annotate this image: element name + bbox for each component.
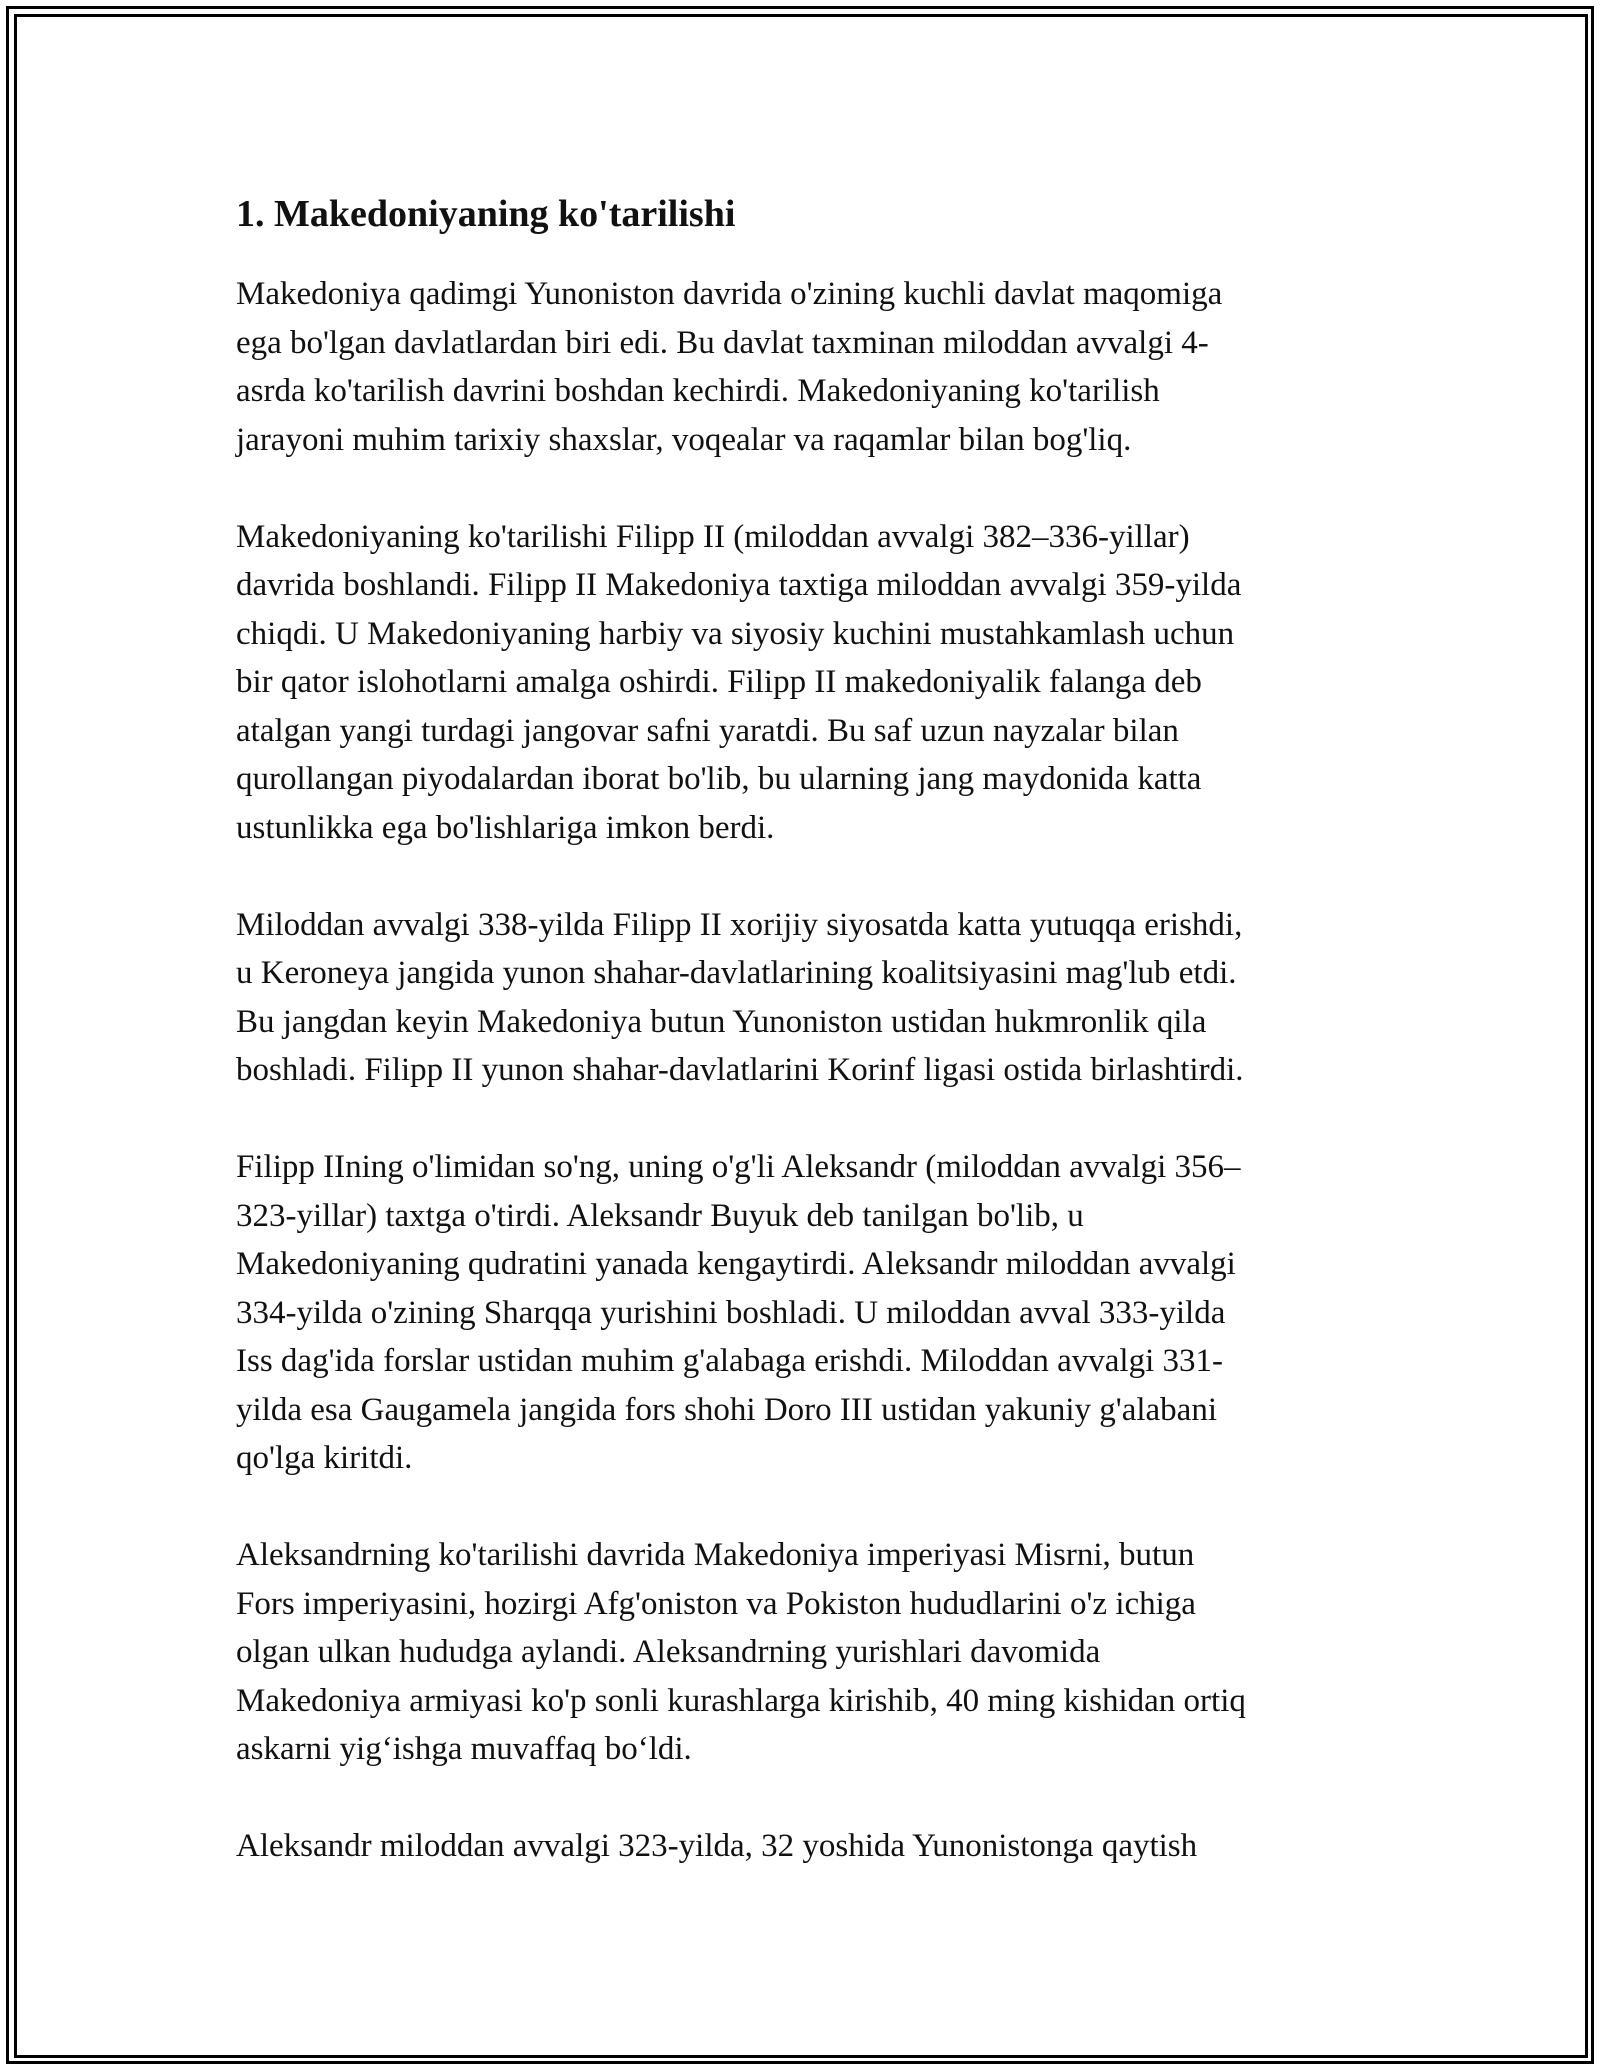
text-line: boshladi. Filipp II yunon shahar-davlatlarini Korinf ligasi ostida birlashtirdi. <box>236 1052 1244 1088</box>
paragraph-1 <box>236 270 1376 464</box>
text-line: asrda ko'tarilish davrini boshdan kechirdi. Makedoniyaning ko'tarilish <box>236 373 1160 409</box>
text-line: u Keroneya jangida yunon shahar-davlatlarining koalitsiyasini mag'lub etdi. <box>236 955 1237 991</box>
text-line: Iss dag'ida forslar ustidan muhim g'alabaga erishdi. Miloddan avvalgi 331- <box>236 1343 1224 1379</box>
paragraph-6 <box>236 1822 1376 1871</box>
text-line: Filipp IIning o'limidan so'ng, uning o'g'li Aleksandr (miloddan avvalgi 356– <box>236 1149 1241 1185</box>
paragraph-3 <box>236 901 1376 1095</box>
text-line: qo'lga kiritdi. <box>236 1440 413 1476</box>
paragraph-4 <box>236 1143 1376 1483</box>
text-line: Bu jangdan keyin Makedoniya butun Yunoniston ustidan hukmronlik qila <box>236 1003 1207 1040</box>
document-body <box>236 186 1376 1919</box>
text-line: 323-yillar) taxtga o'tirdi. Aleksandr Buyuk deb tanilgan bo'lib, u <box>236 1197 1084 1234</box>
text-line: olgan ulkan hududga aylandi. Aleksandrning yurishlari davomida <box>236 1634 1101 1670</box>
text-line: qurollangan piyodalardan iborat bo'lib, bu ularning jang maydonida katta <box>236 761 1202 797</box>
text-line: jarayoni muhim tarixiy shaxslar, voqealar va raqamlar bilan bog'liq. <box>236 421 1132 458</box>
paragraph-5 <box>236 1531 1376 1774</box>
text-line: davrida boshlandi. Filipp II Makedoniya taxtiga miloddan avvalgi 359-yilda <box>236 567 1242 603</box>
text-line: chiqdi. U Makedoniyaning harbiy va siyosiy kuchini mustahkamlash uchun <box>236 615 1235 652</box>
text-line: Miloddan avvalgi 338-yilda Filipp II xorijiy siyosatda katta yutuqqa erishdi, <box>236 906 1243 943</box>
text-line: Fors imperiyasini, hozirgi Afg'oniston va Pokiston hududlarini o'z ichiga <box>236 1585 1196 1622</box>
text-line: Makedoniyaning qudratini yanada kengaytirdi. Aleksandr miloddan avvalgi <box>236 1246 1236 1282</box>
text-line: atalgan yangi turdagi jangovar safni yaratdi. Bu saf uzun nayzalar bilan <box>236 712 1179 749</box>
text-line: Aleksandrning ko'tarilishi davrida Makedoniya imperiyasi Misrni, butun <box>236 1537 1195 1573</box>
paragraph-2 <box>236 513 1376 853</box>
text-line: ustunlikka ega bo'lishlariga imkon berdi. <box>236 809 775 846</box>
text-line: 334-yilda o'zining Sharqqa yurishini boshladi. U miloddan avval 333-yilda <box>236 1294 1226 1331</box>
text-line: Aleksandr miloddan avvalgi 323-yilda, 32 yoshida Yunonistonga qaytish <box>236 1828 1198 1864</box>
text-line: Makedoniya qadimgi Yunoniston davrida o'zining kuchli davlat maqomiga <box>236 276 1223 312</box>
text-line: askarni yig‘ishga muvaffaq bo‘ldi. <box>236 1731 692 1767</box>
section-heading: 1. Makedoniyaning ko'tarilishi <box>236 193 736 235</box>
text-line: Makedoniya armiyasi ko'p sonli kurashlarga kirishib, 40 ming kishidan ortiq <box>236 1682 1246 1719</box>
text-line: yilda esa Gaugamela jangida fors shohi Doro III ustidan yakuniy g'alabani <box>236 1391 1217 1428</box>
text-line: bir qator islohotlarni amalga oshirdi. Filipp II makedoniyalik falanga deb <box>236 664 1202 700</box>
text-line: Makedoniyaning ko'tarilishi Filipp II (miloddan avvalgi 382–336-yillar) <box>236 518 1190 555</box>
text-line: ega bo'lgan davlatlardan biri edi. Bu davlat taxminan miloddan avvalgi 4- <box>236 324 1209 361</box>
